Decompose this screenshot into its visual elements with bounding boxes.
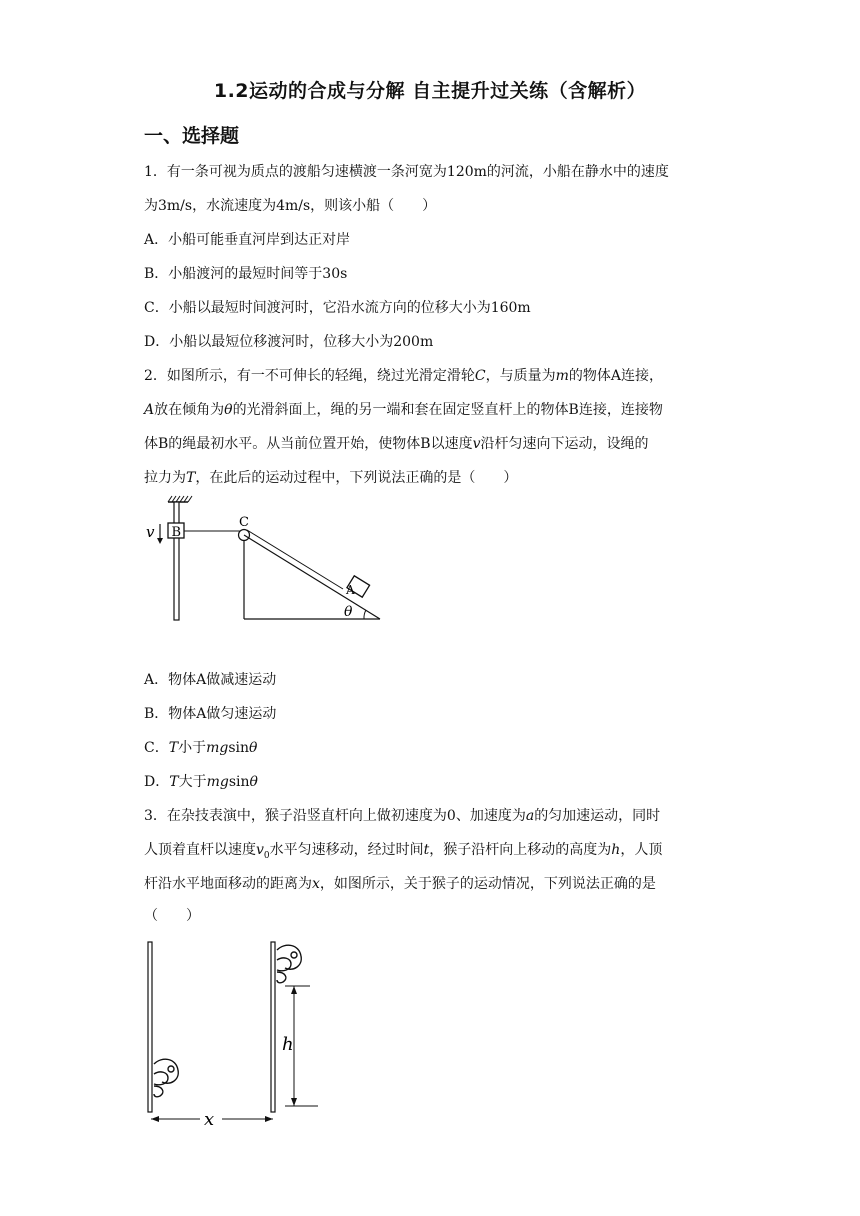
q2-text: 2．如图所示，有一不可伸长的轻绳，绕过光滑定滑轮: [144, 368, 475, 384]
q2-stem-line-4: [144, 468, 724, 488]
q2-text: D．: [144, 774, 170, 790]
monkey-right: [277, 945, 301, 983]
label-v: v: [146, 523, 155, 541]
q3-stem-line-3: [144, 874, 724, 894]
label-h: h: [282, 1034, 294, 1055]
q3-var-v0-sub: 0: [263, 850, 270, 861]
angle-arc: [364, 610, 366, 619]
q2-stem-line-2: [144, 400, 724, 420]
q2-var-t: T: [168, 740, 179, 756]
q2-text: 小于: [178, 740, 207, 756]
q3-stem-line-1: [144, 806, 724, 826]
q3-text: 水平匀速移动，经过时间: [269, 842, 424, 858]
document-title: 1.2运动的合成与分解 自主提升过关练（含解析）: [213, 80, 647, 102]
q3-text: ，猴子沿杆向上移动的高度为: [429, 842, 612, 858]
q2-text: 沿杆匀速向下运动，设绳的: [480, 436, 649, 452]
label-x: x: [204, 1109, 215, 1130]
vertical-rod: [174, 502, 179, 620]
q2-sin: sin: [228, 774, 250, 790]
q2-var-theta: θ: [249, 740, 258, 756]
label-b: B: [171, 525, 182, 540]
q3-var-h: h: [611, 842, 621, 858]
q1-option-a: A．小船可能垂直河岸到达正对岸: [144, 232, 351, 248]
x-arrow-left: [151, 1116, 159, 1122]
q3-stem-line-4: （ ）: [144, 908, 200, 924]
q2-var-v: v: [472, 436, 481, 452]
q3-text: 杆沿水平地面移动的距离为: [144, 876, 312, 892]
label-a: A: [346, 583, 355, 597]
q2-text: 大于: [178, 774, 207, 790]
x-arrow-right: [265, 1116, 273, 1122]
q1-stem-line-2: 为3m/s，水流速度为4m/s，则该小船（ ）: [144, 198, 437, 214]
q2-var-theta: θ: [249, 774, 258, 790]
q3-stem-line-2: [144, 840, 724, 866]
q2-text: 体B的绳最初水平。从当前位置开始，使物体B以速度: [144, 436, 473, 452]
q1-stem-line-1: 1．有一条可视为质点的渡船匀速横渡一条河宽为120m的河流，小船在静水中的速度: [144, 164, 669, 180]
section-heading: 一、选择题: [144, 125, 240, 147]
q3-var-x: x: [312, 876, 320, 892]
q2-text: ，与质量为: [485, 368, 556, 384]
q2-var-theta: θ: [224, 402, 233, 418]
label-theta: θ: [344, 604, 353, 620]
monkey-left: [154, 1059, 178, 1097]
q3-text: ，如图所示，关于猴子的运动情况，下列说法正确的是: [319, 876, 656, 892]
q1-option-c: C．小船以最短时间渡河时，它沿水流方向的位移大小为160m: [144, 300, 531, 316]
q2-expr: mg: [206, 740, 229, 756]
q2-sin: sin: [228, 740, 249, 756]
h-arrow-down: [291, 1098, 297, 1106]
q2-text: ，在此后的运动过程中，下列说法正确的是（ ）: [195, 470, 518, 486]
rope-incline: [247, 530, 343, 589]
q1-option-d: D．小船以最短位移渡河时，位移大小为200m: [144, 334, 434, 350]
q2-text: 的物体A连接，: [568, 368, 664, 384]
pole-left: [148, 942, 152, 1112]
q3-figure: [140, 936, 330, 1136]
q3-text: ，人顶: [620, 842, 663, 858]
q2-var-a: A: [144, 402, 155, 418]
ceiling-hatch: [168, 496, 192, 502]
q2-text: 的光滑斜面上，绳的另一端和套在固定竖直杆上的物体B连接，连接物: [232, 402, 663, 418]
incline-slope: [244, 535, 380, 619]
q1-option-b: B．小船渡河的最短时间等于30s: [144, 266, 348, 282]
pole-right: [271, 942, 275, 1112]
q2-text: 拉力为: [144, 470, 186, 486]
q2-text: C．: [144, 740, 169, 756]
q3-var-t: t: [423, 842, 430, 858]
q2-var-m: m: [555, 368, 569, 384]
q2-option-c: [144, 738, 724, 758]
q2-text: 放在倾角为: [154, 402, 225, 418]
q3-var-a: a: [525, 808, 535, 824]
q2-expr: mg: [206, 774, 229, 790]
q3-text: 的匀加速运动，同时: [534, 808, 661, 824]
q2-var-t: T: [169, 774, 179, 790]
q3-var-v0: v: [256, 842, 264, 858]
q2-option-d: [144, 772, 724, 792]
label-c: C: [239, 515, 249, 530]
h-arrow-up: [291, 986, 297, 994]
q2-option-a: A．物体A做减速运动: [144, 672, 277, 688]
q3-text: 人顶着直杆以速度: [144, 842, 256, 858]
q2-stem-line-1: [144, 366, 724, 386]
q2-var-c: C: [474, 368, 486, 384]
q2-figure: [140, 490, 390, 630]
q2-stem-line-3: [144, 434, 724, 454]
q2-option-b: B．物体A做匀速运动: [144, 706, 277, 722]
q2-var-t: T: [186, 470, 196, 486]
q3-text: 3．在杂技表演中，猴子沿竖直杆向上做初速度为0、加速度为: [144, 808, 526, 824]
velocity-arrowhead: [157, 538, 163, 544]
